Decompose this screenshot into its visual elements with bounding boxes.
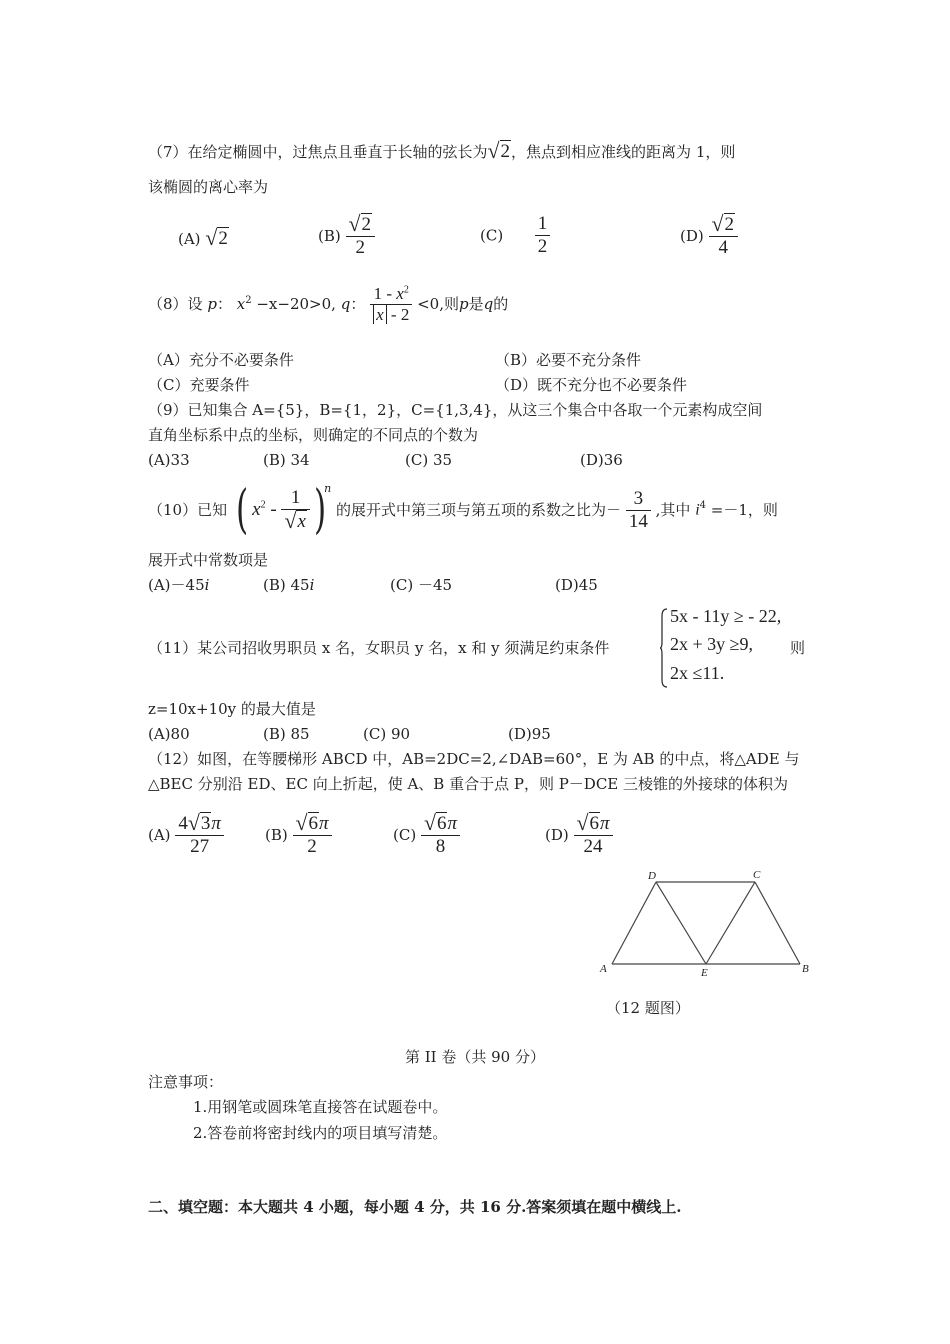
q10-inner-fraction: $\frac{1}{√x}$ [281,487,309,533]
q11-option-a: (A)80 [148,725,190,743]
q8-option-d: （D）既不充分也不必要条件 [495,376,688,394]
q10-option-b: (B) 45𝑖 [263,576,315,594]
q11-constraint-1: 5x - 11y ≥ - 22, [670,606,782,626]
q10-line2: 展开式中常数项是 [148,551,269,569]
q11-option-d: (D)95 [508,725,551,743]
q7-option-c: (C) $\frac{1}{2}$ [480,213,550,258]
q8-fraction: $\frac{1 - x^2}{x - 2}$ [370,284,412,324]
q12-trapezoid-figure [590,866,820,982]
q9-option-a: (A)33 [148,451,190,469]
q11-line1: （11）某公司招收男职员 x 名，女职员 y 名，x 和 y 须满足约束条件 [148,639,610,657]
q8-option-a: （A）充分不必要条件 [148,351,294,369]
segment-ce [706,882,755,964]
q11-brace [660,608,668,688]
q11-option-c: (C) 90 [363,725,411,743]
q7-line2: 该椭圆的离心率为 [148,178,269,196]
label-b: B [802,963,809,975]
q12-line1: （12）如图，在等腰梯形 ABCD 中，AB=2DC=2,∠DAB=60°，E 为 AB 的中点，将△ADE 与 [148,750,800,768]
q7-chord-sqrt: √2 [487,139,511,163]
q7-option-a: (A) √2 [178,226,228,250]
part2-title: 第 II 卷（共 90 分） [404,1048,545,1066]
q7-line1: （7）在给定椭圆中，过焦点且垂直于长轴的弦长为√2，焦点到相应准线的距离为 1，则 [148,139,736,163]
q9-option-c: (C) 35 [405,451,453,469]
note-1: 1.用钢笔或圆珠笔直接答在试题卷中。 [193,1098,448,1116]
q12-option-a: (A) $\frac{4√3\pi}{27}$ [148,812,224,858]
section-2-heading: 二、填空题：本大题共 4 小题，每小题 4 分，共 16 分.答案须填在题中横线上. [148,1198,682,1216]
q10-stem: （10）已知 ( $x^2$ - $\frac{1}{√x}$ )$^n$ 的展开式中第三项与第五项的系数之比为－ $\frac{3}{14}$ ,其中 $i^4 =-1$，则 [148,480,778,540]
q7-option-b: (B) $\frac{√2}{2}$ [318,213,375,259]
segment-ad [612,882,656,964]
q9-option-d: (D)36 [580,451,623,469]
label-c: C [753,869,761,881]
q8-option-b: （B）必要不充分条件 [495,351,642,369]
label-d: D [648,870,656,882]
q11-constraint-2: 2x + 3y ≥9, [670,634,754,654]
q10-option-a: (A)－45𝑖 [148,576,210,594]
q9-option-b: (B) 34 [263,451,310,469]
label-a: A [600,963,607,975]
q11-constraint-3: 2x ≤11. [670,663,725,683]
q10-option-d: (D)45 [555,576,598,594]
q11-then: 则 [790,639,806,657]
q10-ratio-fraction: $\frac{3}{14}$ [626,488,651,533]
q8-stem: （8）设 p： $x^2 -x-20>0$, q： $\frac{1 - x^2}{x - 2}$ <0,则p是q的 [148,284,509,324]
q8-option-c: （C）充要条件 [148,376,250,394]
q12-option-d: (D) $\frac{√6\pi}{24}$ [545,812,613,858]
q12-option-b: (B) $\frac{√6\pi}{2}$ [265,812,332,858]
q9-line2: 直角坐标系中点的坐标，则确定的不同点的个数为 [148,426,479,444]
q12-line2: △BEC 分别沿 ED、EC 向上折起，使 A、B 重合于点 P，则 P－DCE 三棱锥的外接球的体积为 [148,775,789,793]
q12-figure-caption: （12 题图） [606,999,690,1017]
q7-option-d: (D) $\frac{√2}{4}$ [680,213,738,259]
q11-option-b: (B) 85 [263,725,310,743]
note-2: 2.答卷前将密封线内的项目填写清楚。 [193,1124,448,1142]
q9-line1: （9）已知集合 A={5}，B={1，2}，C={1,3,4}，从这三个集合中各取一个元素构成空间 [148,401,763,419]
q10-option-c: (C) －45 [390,576,453,594]
segment-de [656,882,706,964]
label-e: E [701,967,708,979]
segment-cb [755,882,800,964]
q11-line2: z=10x+10y 的最大值是 [148,700,316,718]
q12-option-c: (C) $\frac{√6\pi}{8}$ [393,812,460,858]
notes-title: 注意事项： [148,1073,224,1091]
